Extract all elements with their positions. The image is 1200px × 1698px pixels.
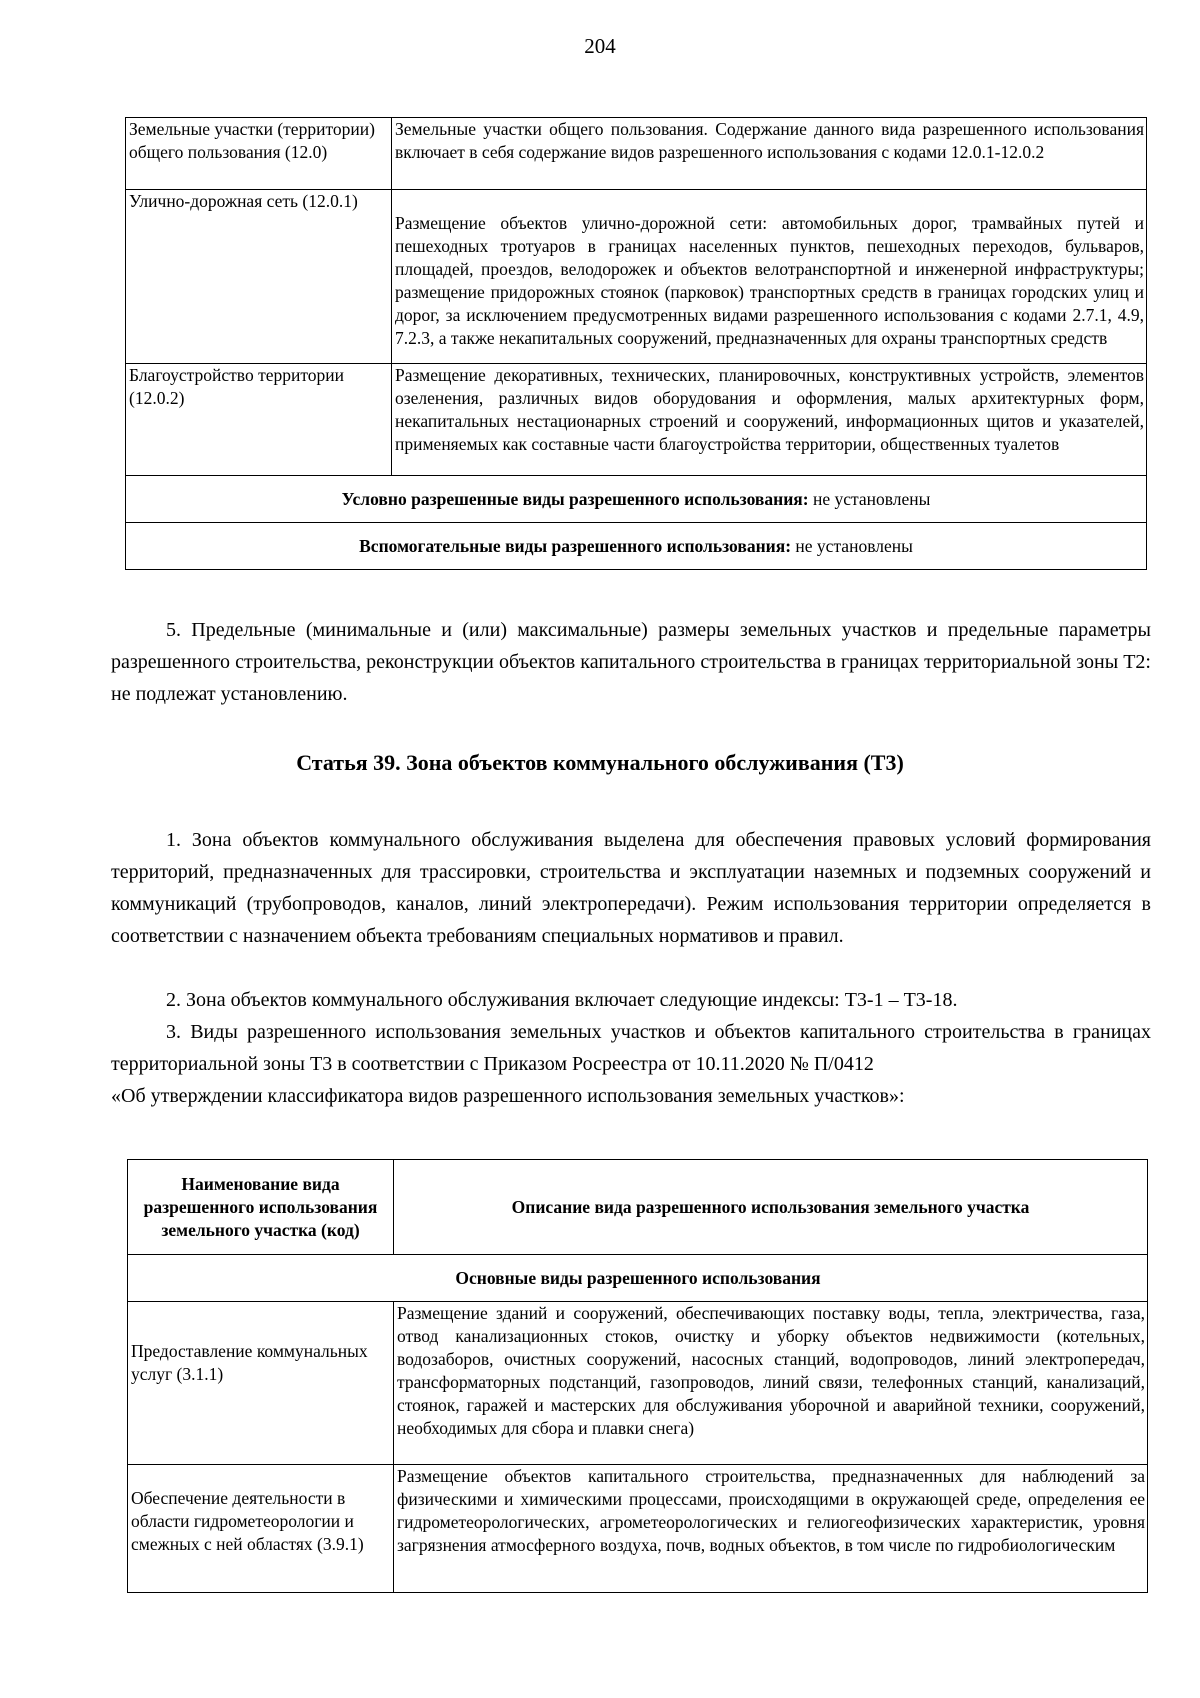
- use-type-description: Размещение объектов капитального строительства, предназначенных для наблюдений за физическими и химическими процессами, происходящими в окружающей среде, определения ее гидрометеорологических, агрометеорологических и гелиогеофизических характеристик, уровня загрязнения атмосферного воздуха, почв, водных объектов, в том числе по гидробиологическим: [394, 1465, 1148, 1593]
- use-type-name: Предоставление коммунальных услуг (3.1.1): [128, 1302, 394, 1465]
- use-type-description: Размещение зданий и сооружений, обеспечивающих поставку воды, тепла, электричества, газа, отвод канализационных стоков, очистку и уборку объектов недвижимости (котельных, водозаборов, очистных сооружений, насосных станций, водопроводов, линий электропередач, трансформаторных подстанций, газопроводов, линий связи, телефонных станций, канализаций, стоянок, гаражей и мастерских для обслуживания уборочной и аварийной техники, сооружений, необходимых для сбора и плавки снега): [394, 1302, 1148, 1465]
- use-type-name: Земельные участки (территории) общего пользования (12.0): [126, 118, 392, 190]
- conditional-uses-row: [126, 476, 1147, 523]
- table-row: [126, 364, 1147, 476]
- use-type-description: Земельные участки общего пользования. Содержание данного вида разрешенного использования включает в себя содержание видов разрешенного использования с кодами 12.0.1-12.0.2: [392, 118, 1147, 190]
- paragraph-3-continuation: «Об утверждении классификатора видов разрешенного использования земельных участков»:: [111, 1085, 905, 1107]
- land-use-table-t3: [127, 1159, 1148, 1593]
- conditional-uses-cell: [126, 476, 1147, 523]
- paragraph-2: 2. Зона объектов коммунального обслуживания включает следующие индексы: Т3-1 – Т3-18.: [166, 989, 958, 1011]
- section-main-uses: Основные виды разрешенного использования: [128, 1255, 1148, 1302]
- auxiliary-uses-value: не установлены: [791, 535, 913, 556]
- auxiliary-uses-cell: [126, 523, 1147, 570]
- auxiliary-uses-row: [126, 523, 1147, 570]
- use-type-name: Улично-дорожная сеть (12.0.1): [126, 190, 392, 364]
- column-header-name: Наименование вида разрешенного использования земельного участка (код): [128, 1160, 394, 1255]
- paragraph-1: 1. Зона объектов коммунального обслуживания выделена для обеспечения правовых условий формирования территорий, предназначенных для трассировки, строительства и эксплуатации наземных и подземных сооружений и коммуникаций (трубопроводов, каналов, линий электропередачи). Режим использования территории определяется в соответствии с назначением объекта требованиям специальных нормативов и правил.: [111, 829, 1151, 947]
- use-type-name: Благоустройство территории (12.0.2): [126, 364, 392, 476]
- article-title: Статья 39. Зона объектов коммунального обслуживания (Т3): [296, 750, 904, 775]
- page-number: 204: [584, 34, 616, 58]
- use-type-name: Обеспечение деятельности в области гидрометеорологии и смежных с ней областях (3.9.1): [128, 1465, 394, 1593]
- table-row: [128, 1465, 1148, 1593]
- auxiliary-uses-label: Вспомогательные виды разрешенного использования:: [359, 535, 792, 556]
- table-row: [126, 190, 1147, 364]
- use-type-description: Размещение объектов улично-дорожной сети: автомобильных дорог, трамвайных путей и пешеходных тротуаров в границах населенных пунктов, пешеходных переходов, бульваров, площадей, проездов, велодорожек и объектов велотранспортной и инженерной инфраструктуры; размещение придорожных стоянок (парковок) транспортных средств в границах городских улиц и дорог, за исключением предусмотренных видами разрешенного использования с кодами 2.7.1, 4.9, 7.2.3, а также некапитальных сооружений, предназначенных для охраны транспортных средств: [392, 190, 1147, 364]
- table-row: [126, 118, 1147, 190]
- column-header-description: Описание вида разрешенного использования земельного участка: [394, 1160, 1148, 1255]
- table-row: [128, 1302, 1148, 1465]
- table-header-row: [128, 1160, 1148, 1255]
- section-row: [128, 1255, 1148, 1302]
- paragraph-3: 3. Виды разрешенного использования земельных участков и объектов капитального строительства в границах территориальной зоны Т3 в соответствии с Приказом Росреестра от 10.11.2020 № П/0412: [111, 1021, 1151, 1075]
- conditional-uses-value: не установлены: [808, 488, 931, 509]
- land-use-table-t2: [125, 117, 1147, 570]
- paragraph-5: 5. Предельные (минимальные и (или) максимальные) размеры земельных участков и предельные параметры разрешенного строительства, реконструкции объектов капитального строительства в границах территориальной зоны Т2: не подлежат установлению.: [111, 619, 1151, 705]
- use-type-description: Размещение декоративных, технических, планировочных, конструктивных устройств, элементов озеленения, различных видов оборудования и оформления, малых архитектурных форм, некапитальных нестационарных строений и сооружений, информационных щитов и указателей, применяемых как составные части благоустройства территории, общественных туалетов: [392, 364, 1147, 476]
- conditional-uses-label: Условно разрешенные виды разрешенного использования:: [341, 488, 809, 509]
